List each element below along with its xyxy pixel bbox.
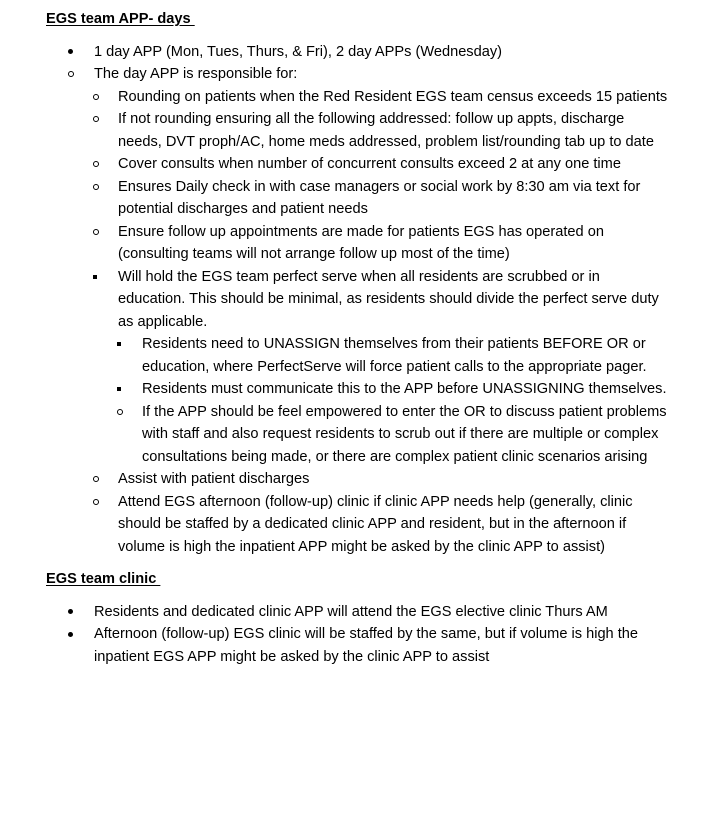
circle-bullet-icon [93, 491, 99, 514]
list-item: Residents must communicate this to the APP before UNASSIGNING themselves. [0, 378, 714, 401]
square-bullet-icon [117, 333, 121, 356]
circle-bullet-icon [93, 108, 99, 131]
list-item: Will hold the EGS team perfect serve when all residents are scrubbed or in education. This should be minimal, as residents should divide the perfect serve duty as applicable. [0, 266, 714, 334]
circle-bullet-icon [93, 153, 99, 176]
list-item: Afternoon (follow-up) EGS clinic will be staffed by the same, but if volume is high the inpatient EGS APP might be asked by the clinic APP to assist [0, 623, 714, 668]
section-heading-app-days: EGS team APP- days [46, 11, 195, 27]
list-item: Ensures Daily check in with case managers or social work by 8:30 am via text for potential discharges and patient needs [0, 176, 714, 221]
list-item: Cover consults when number of concurrent consults exceed 2 at any one time [0, 153, 714, 176]
list-item: Residents and dedicated clinic APP will attend the EGS elective clinic Thurs AM [0, 601, 714, 624]
bullet-icon [68, 601, 73, 624]
circle-bullet-icon [93, 468, 99, 491]
circle-bullet-icon [93, 86, 99, 109]
circle-bullet-icon [93, 221, 99, 244]
list-item: If not rounding ensuring all the following addressed: follow up appts, discharge needs, DVT proph/AC, home meds addressed, problem list/rounding tab up to date [0, 108, 714, 153]
circle-bullet-icon [93, 176, 99, 199]
app-days-list [0, 41, 714, 559]
list-item: Assist with patient discharges [0, 468, 714, 491]
circle-bullet-icon [117, 401, 123, 424]
square-bullet-icon [117, 378, 121, 401]
list-item: 1 day APP (Mon, Tues, Thurs, & Fri), 2 day APPs (Wednesday) [0, 41, 714, 64]
list-item: Ensure follow up appointments are made for patients EGS has operated on (consulting teams will not arrange follow up most of the time) [0, 221, 714, 266]
document-page [0, 8, 714, 668]
bullet-icon [68, 41, 73, 64]
list-item: Residents need to UNASSIGN themselves from their patients BEFORE OR or education, where PerfectServe will force patient calls to the appropriate pager. [0, 333, 714, 378]
list-item: Attend EGS afternoon (follow-up) clinic if clinic APP needs help (generally, clinic should be staffed by a dedicated clinic APP and resident, but in the afternoon if volume is high the inpatient APP might be asked by the clinic APP to assist) [0, 491, 714, 559]
square-bullet-icon [93, 266, 97, 289]
list-item: The day APP is responsible for: [0, 63, 714, 86]
team-clinic-list [0, 601, 714, 669]
section-heading-team-clinic: EGS team clinic [46, 571, 161, 587]
bullet-icon [68, 623, 73, 646]
circle-bullet-icon [68, 63, 74, 86]
list-item: Rounding on patients when the Red Resident EGS team census exceeds 15 patients [0, 86, 714, 109]
list-item: If the APP should be feel empowered to enter the OR to discuss patient problems with staff and also request residents to scrub out if there are multiple or complex consultations being made, or there are complex patient clinic scenarios arising [0, 401, 714, 469]
